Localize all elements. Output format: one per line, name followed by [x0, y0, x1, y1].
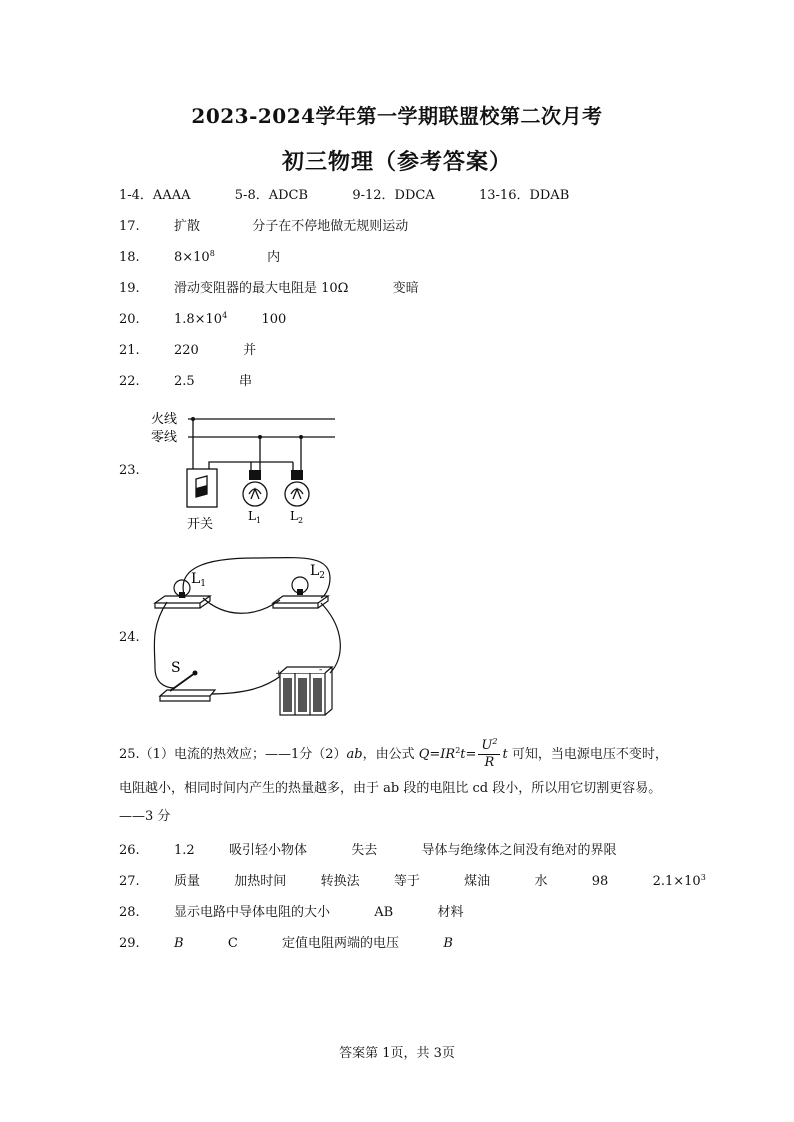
battery-cell — [283, 678, 292, 712]
answer-line-19 — [119, 280, 419, 298]
switch-base — [160, 690, 215, 696]
fraction-numerator — [478, 738, 500, 755]
lamp-l1-label — [248, 509, 261, 525]
answer-25-part3: 可知，当电源电压不变时， — [507, 747, 668, 762]
battery-side — [325, 667, 332, 715]
answer-line-mc — [119, 187, 569, 205]
answer-1-4: 1-4．AAAA — [119, 188, 191, 203]
answer-22b: 串 — [238, 374, 252, 389]
lamp-l2-label-letter: L — [290, 509, 298, 523]
lamp-l2 — [285, 482, 309, 506]
battery-minus-label: - — [319, 665, 323, 675]
answer-29a: B — [173, 936, 184, 951]
answer-29b: C — [227, 936, 238, 951]
answer-25-part1: 25.（1）电流的热效应；——1分（2） — [119, 747, 347, 762]
question-number-23: 23. — [119, 463, 140, 478]
answer-5-8: 5-8．ADCB — [234, 188, 309, 203]
switch-base-side — [160, 696, 210, 701]
question-number-24: 24. — [119, 630, 140, 645]
answer-27d: 等于 — [393, 874, 420, 889]
question-number: 27. — [119, 874, 140, 889]
battery-plus-label: + — [275, 669, 283, 679]
answer-21b: 并 — [243, 343, 257, 358]
switch-handle — [193, 671, 198, 676]
answer-19b: 变暗 — [392, 281, 419, 296]
formula-fraction — [478, 738, 500, 771]
lamp-l2-label — [310, 563, 325, 581]
formula-left: Q=IR — [418, 747, 456, 762]
fraction-denominator: R — [484, 755, 495, 770]
answer-26a: 1.2 — [173, 843, 195, 858]
answer-18b: 内 — [267, 250, 281, 265]
answer-27h-exp: 3 — [700, 873, 706, 882]
answer-18a-exp: 8 — [209, 249, 215, 258]
answer-line-20 — [119, 311, 286, 329]
lamp-l2-filament — [291, 489, 303, 499]
wire-switch-to-battery — [207, 675, 282, 694]
answer-27e: 煤油 — [464, 874, 491, 889]
lamp-l2-label-sub: 2 — [297, 516, 304, 525]
answer-line-18 — [119, 249, 280, 267]
lamp2-board — [273, 596, 328, 603]
battery-cell — [298, 678, 307, 712]
answer-28c: 材料 — [437, 905, 464, 920]
answer-line-21 — [119, 342, 256, 360]
junction-dot — [258, 435, 262, 439]
page-subtitle: 初三物理（参考答案） — [281, 149, 512, 175]
answer-25-part2: ，由公式 — [362, 747, 419, 762]
answer-20a — [174, 312, 227, 327]
formula-t: t= — [460, 747, 477, 762]
lamp-l2-label — [290, 509, 303, 525]
question-number: 28. — [119, 905, 140, 920]
formula-exp: 2 — [455, 746, 461, 755]
answer-18a — [174, 250, 215, 265]
question-number: 18. — [119, 250, 140, 265]
answer-19a: 滑动变阻器的最大电阻是 10Ω — [173, 281, 349, 296]
switch-label: S — [171, 660, 181, 676]
answer-26b: 吸引轻小物体 — [228, 843, 307, 858]
question-number: 19. — [119, 281, 140, 296]
answer-25-line1 — [119, 738, 699, 771]
answer-28a: 显示电路中导体电阻的大小 — [173, 905, 330, 920]
wire-lamp1-to-lamp2 — [203, 598, 280, 613]
answer-line-27 — [119, 873, 706, 891]
lamp-l2-label-letter: L — [310, 563, 320, 579]
lamp-l1-filament — [249, 489, 261, 499]
answer-line-29 — [119, 935, 453, 953]
answer-21a: 220 — [173, 343, 199, 358]
answer-27h-base: 2.1×10 — [652, 874, 701, 889]
lamp-l1-label — [191, 571, 206, 589]
neutral-wire-label: 零线 — [151, 430, 178, 445]
junction-dot — [191, 417, 195, 421]
answer-25-line2: 电阻越小，相同时间内产生的热量越多，由于 ab 段的电阻比 cd 段小，所以用它切割更容易。 — [119, 781, 662, 796]
question-number: 21. — [119, 343, 140, 358]
switch-label: 开关 — [187, 517, 214, 532]
answer-20a-exp: 4 — [222, 311, 228, 320]
fraction-u: U — [481, 738, 493, 753]
answer-27b: 加热时间 — [234, 874, 287, 889]
answer-13-16: 13-16．DDAB — [478, 188, 570, 203]
answer-17a: 扩散 — [173, 219, 200, 234]
answer-line-17 — [119, 218, 408, 236]
answer-line-26 — [119, 842, 617, 860]
answer-17b: 分子在不停地做无规则运动 — [252, 219, 409, 234]
lamp-l1-label-letter: L — [191, 571, 201, 587]
junction-dot — [299, 435, 303, 439]
answer-22a: 2.5 — [173, 374, 195, 389]
wire-lamp2-to-battery — [321, 603, 340, 673]
answer-27h — [653, 874, 706, 889]
answer-9-12: 9-12．DDCA — [352, 188, 435, 203]
answer-26d: 导体与绝缘体之间没有绝对的界限 — [421, 843, 617, 858]
question-number: 29. — [119, 936, 140, 951]
answer-26c: 失去 — [351, 843, 378, 858]
answer-18a-base: 8×10 — [173, 250, 210, 265]
answer-25-line3: ——3 分 — [119, 809, 171, 824]
answer-20b: 100 — [261, 312, 287, 327]
lamp-l1-label-sub: 1 — [200, 579, 207, 589]
lamp-l1 — [243, 482, 267, 506]
fire-wire-label: 火线 — [151, 412, 178, 427]
answer-29c: 定值电阻两端的电压 — [282, 936, 400, 951]
page-footer: 答案第 1页，共 3页 — [339, 1046, 455, 1061]
battery-cell — [313, 678, 322, 712]
battery-top — [280, 667, 332, 673]
question-number: 17. — [119, 219, 140, 234]
answer-27f: 水 — [534, 874, 548, 889]
answer-27g: 98 — [591, 874, 609, 889]
lamp-l1-socket — [179, 592, 185, 598]
answer-27c: 转换法 — [320, 874, 360, 889]
lamp-l2-cap — [291, 470, 303, 480]
lamp-l2-socket — [297, 589, 303, 595]
lamp-l2-label-sub: 2 — [319, 571, 326, 581]
lamp2-board-side — [273, 603, 318, 608]
question-number: 26. — [119, 843, 140, 858]
lamp-l1-label-sub: 1 — [255, 516, 262, 525]
wire-top-loop — [183, 558, 330, 598]
answer-28b: AB — [374, 905, 394, 920]
question-number: 20. — [119, 312, 140, 327]
answer-27a: 质量 — [173, 874, 200, 889]
answer-29d: B — [443, 936, 453, 951]
lamp-l1-cap — [249, 470, 261, 480]
lamp-l1-label-letter: L — [248, 509, 256, 523]
fraction-u-exp: 2 — [492, 737, 498, 746]
question-number: 22. — [119, 374, 140, 389]
answer-25 — [119, 738, 699, 827]
formula-t2: t — [502, 747, 508, 762]
household-circuit-diagram — [145, 404, 365, 534]
answer-25-ab: ab — [346, 747, 363, 762]
answer-line-22 — [119, 373, 252, 391]
answer-line-28 — [119, 904, 464, 922]
page-title: 2023-2024学年第一学期联盟校第二次月考 — [191, 104, 603, 128]
lamp1-board-side — [155, 603, 200, 608]
series-circuit-physical-diagram — [145, 548, 365, 720]
answer-20a-base: 1.8×10 — [173, 312, 223, 327]
